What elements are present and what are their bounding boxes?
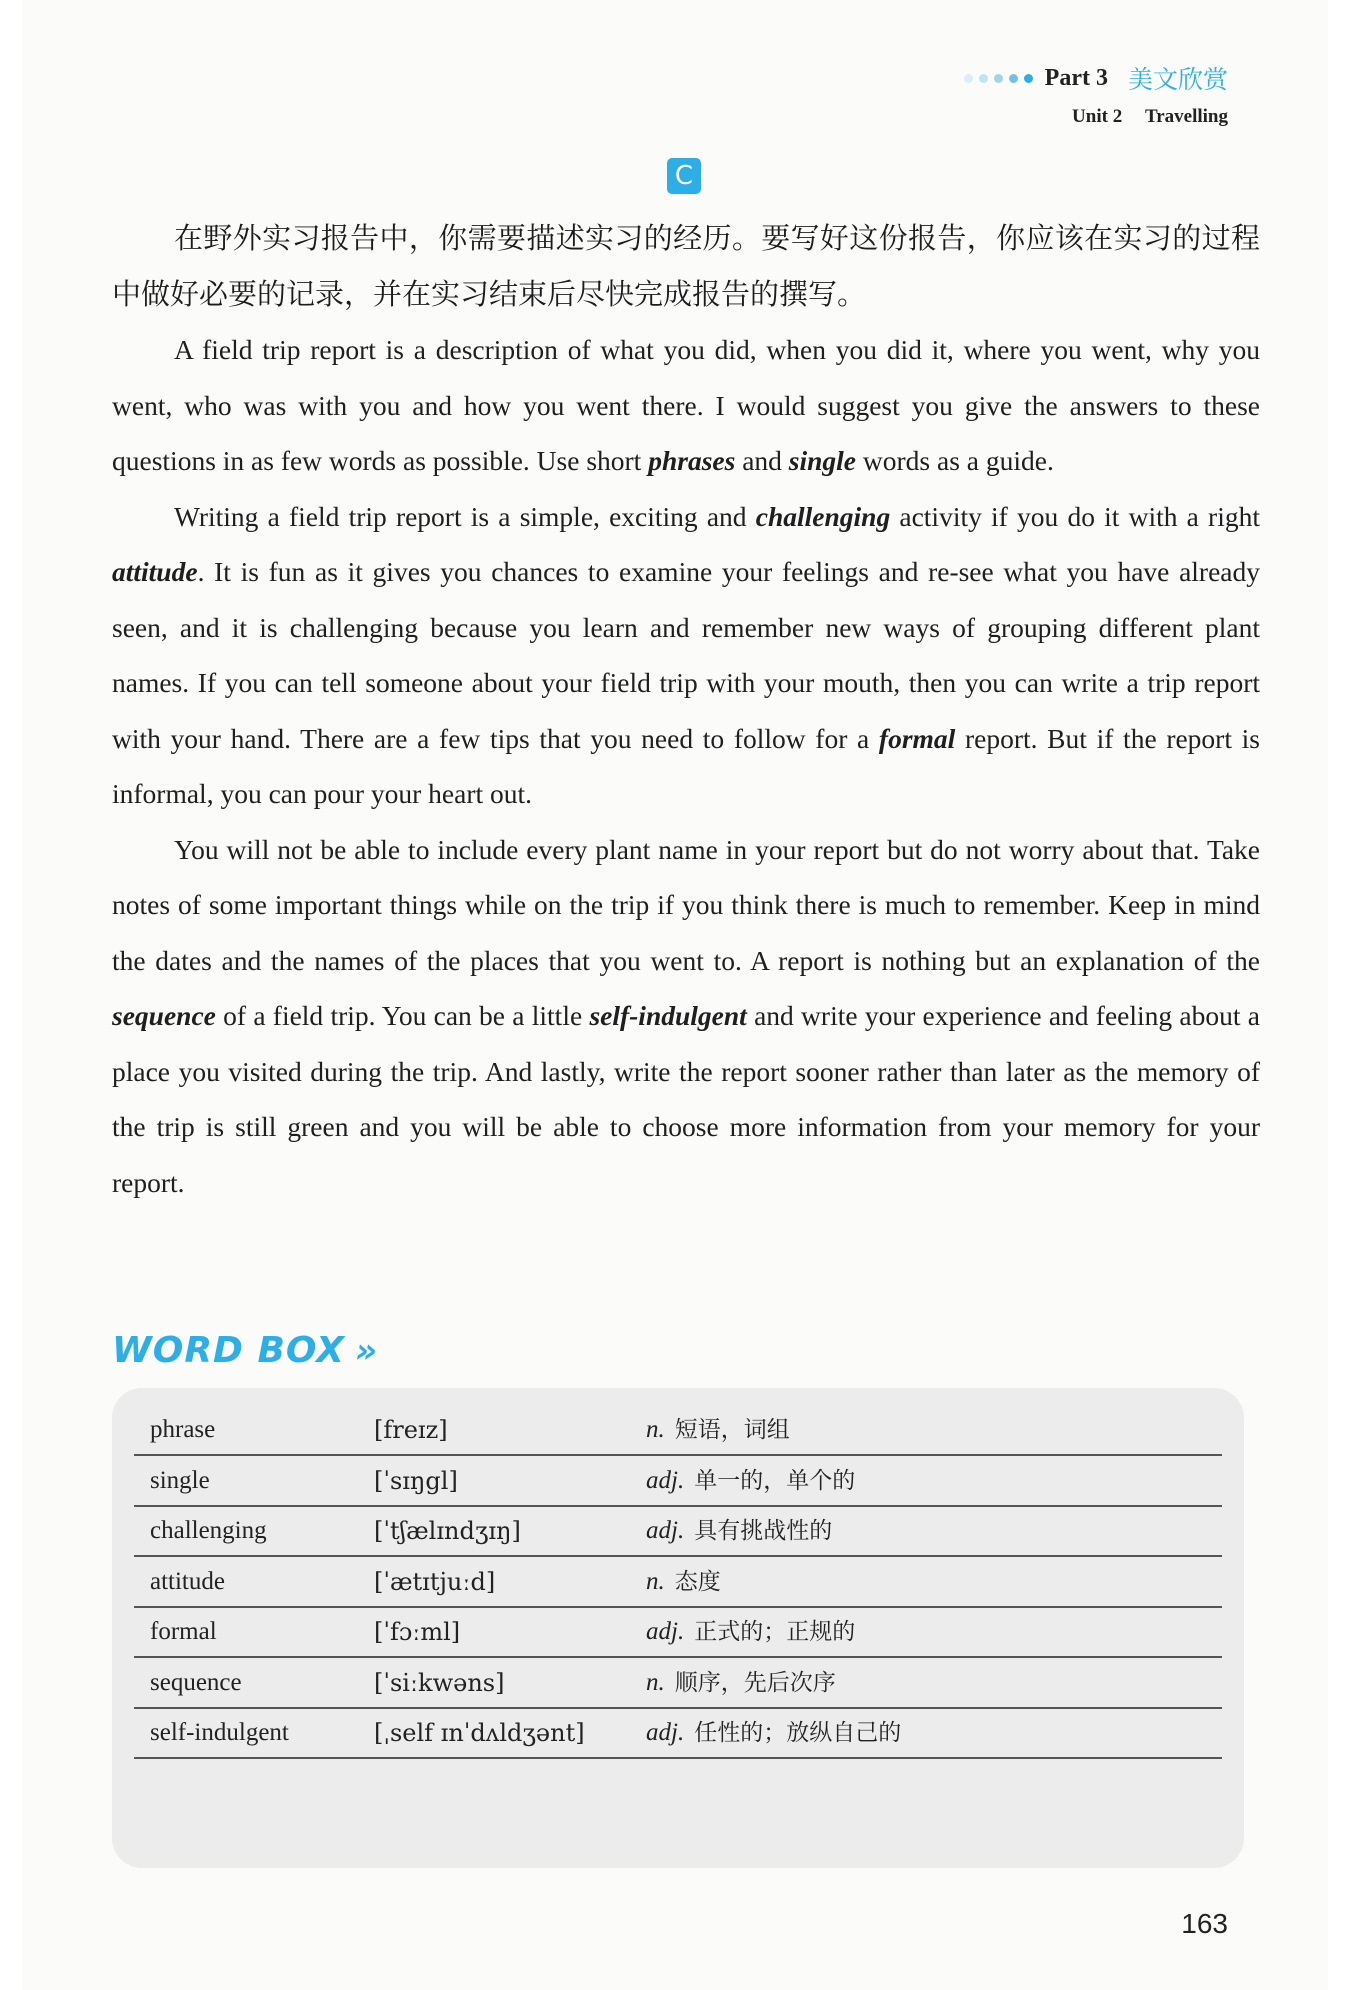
paragraph-text: words as a guide. [856,445,1054,476]
english-paragraph [112,822,1260,1211]
vocab-word: single [150,1466,210,1494]
vocab-phonetic: [ˈtʃælɪndʒɪŋ] [374,1517,521,1545]
highlighted-vocab-word: self-indulgent [589,1000,747,1031]
english-paragraph [112,322,1260,489]
paragraph-text: and [735,445,789,476]
header-part-line [964,60,1228,96]
vocab-word: formal [150,1618,217,1645]
vocab-definition [646,1613,855,1646]
paragraph-text: . It is fun as it gives you chances to examine your feelings and re-see what you have already seen, and it is challenging because you learn and remember new ways of grouping different plant names. If you can tell someone about your field trip with your mouth, then you can write a trip report with your hand. There are a few tips that you need to follow for a [112,556,1260,754]
chinese-meaning: 态度 [674,1568,721,1595]
vocab-word: challenging [150,1517,267,1544]
running-header [964,60,1228,128]
chinese-meaning: 正式的；正规的 [694,1619,856,1645]
vocab-word: phrase [150,1416,216,1443]
vocab-phonetic: [ˈsiːkwəns] [374,1668,505,1697]
part-label: Part 3 [1044,64,1108,91]
header-unit-line [964,106,1228,128]
vocab-word: sequence [150,1668,242,1696]
part-of-speech: n. [646,1668,665,1696]
vocab-definition [646,1512,832,1545]
header-dot [994,74,1003,83]
highlighted-vocab-word: sequence [112,1000,216,1031]
chinese-meaning: 任性的；放纵自己的 [694,1720,902,1746]
word-box-heading [112,1330,378,1371]
part-of-speech: adj. [646,1466,685,1494]
vocab-phonetic: [ˈfɔːml] [374,1618,461,1646]
word-box-title: WORD BOX [112,1330,345,1371]
vocab-definition [646,1462,855,1495]
section-letter-badge: C [667,158,701,194]
english-paragraphs [112,322,1260,1210]
paragraph-text: of a field trip. You can be a little [215,1000,590,1031]
double-chevron-icon: » [354,1331,379,1371]
vocab-definition [646,1714,901,1747]
chinese-meaning: 单一的，单个的 [694,1467,856,1494]
paragraph-text: A field trip report is a description of what you did, when you did it, where you went, why you went, who was with you and how you went there. I would suggest you give the answers to these questions in as few words as possible. Use short [112,334,1260,476]
article-body [112,210,1260,1210]
chinese-meaning: 具有挑战性的 [694,1518,833,1544]
vocab-phonetic: [ˈætɪtjuːd] [374,1567,496,1596]
paragraph-text: activity if you do it with a right [890,500,1260,532]
textbook-page [22,0,1328,1990]
vocab-definition [646,1664,836,1697]
highlighted-vocab-word: attitude [112,556,198,587]
highlighted-vocab-word: phrases [648,445,736,476]
part-of-speech: adj. [646,1618,685,1645]
part-of-speech: n. [646,1567,665,1595]
vocab-phonetic: [ˌself ɪnˈdʌldʒənt] [374,1719,585,1747]
unit-label: Unit 2 [1072,106,1123,127]
vocab-word: attitude [150,1567,225,1595]
word-box-table [112,1388,1244,1868]
chinese-meaning: 短语，词组 [674,1417,790,1443]
header-dot [1009,74,1018,83]
paragraph-text: You will not be able to include every plant name in your report but do not worry about that. Take notes of some important things while on the trip if you think there is much to remember. Keep in mind the dates and the names of the places that you went to. A report is nothing but an explanation of the [112,833,1260,976]
page-number: 163 [1181,1908,1228,1939]
paragraph-text: report. But if the report is informal, you can pour your heart out. [112,722,1260,809]
part-of-speech: adj. [646,1719,685,1746]
part-of-speech: adj. [646,1517,685,1544]
header-dot [979,74,988,83]
paragraph-text: and write your experience and feeling about a place you visited during the trip. And lastly, write the report sooner rather than later as the memory of the trip is still green and you will be able to choose more information from your memory for your report. [112,1000,1260,1198]
intro-chinese-paragraph: 在野外实习报告中，你需要描述实习的经历。要写好这份报告，你应该在实习的过程中做好必要的记录，并在实习结束后尽快完成报告的撰写。 [112,221,1260,311]
header-dot [964,74,973,83]
vocab-phonetic: [ˈsɪŋgl] [374,1466,458,1495]
paragraph-text: Writing a field trip report is a simple, exciting and [174,500,756,532]
vocab-definition [646,1563,721,1596]
vocab-word: self-indulgent [150,1719,289,1746]
unit-title: Travelling [1144,106,1228,127]
highlighted-vocab-word: formal [878,722,956,754]
decorative-dots [964,74,1033,83]
word-box-row [134,1695,1222,1759]
part-of-speech: n. [646,1416,665,1443]
chinese-meaning: 顺序，先后次序 [674,1669,836,1696]
vocab-definition [646,1411,790,1444]
section-cn-title: 美文欣赏 [1127,65,1228,94]
vocab-phonetic: [freɪz] [374,1416,448,1444]
header-dot [1024,74,1033,83]
highlighted-vocab-word: single [788,445,857,476]
highlighted-vocab-word: challenging [755,500,891,532]
english-paragraph [112,489,1260,822]
